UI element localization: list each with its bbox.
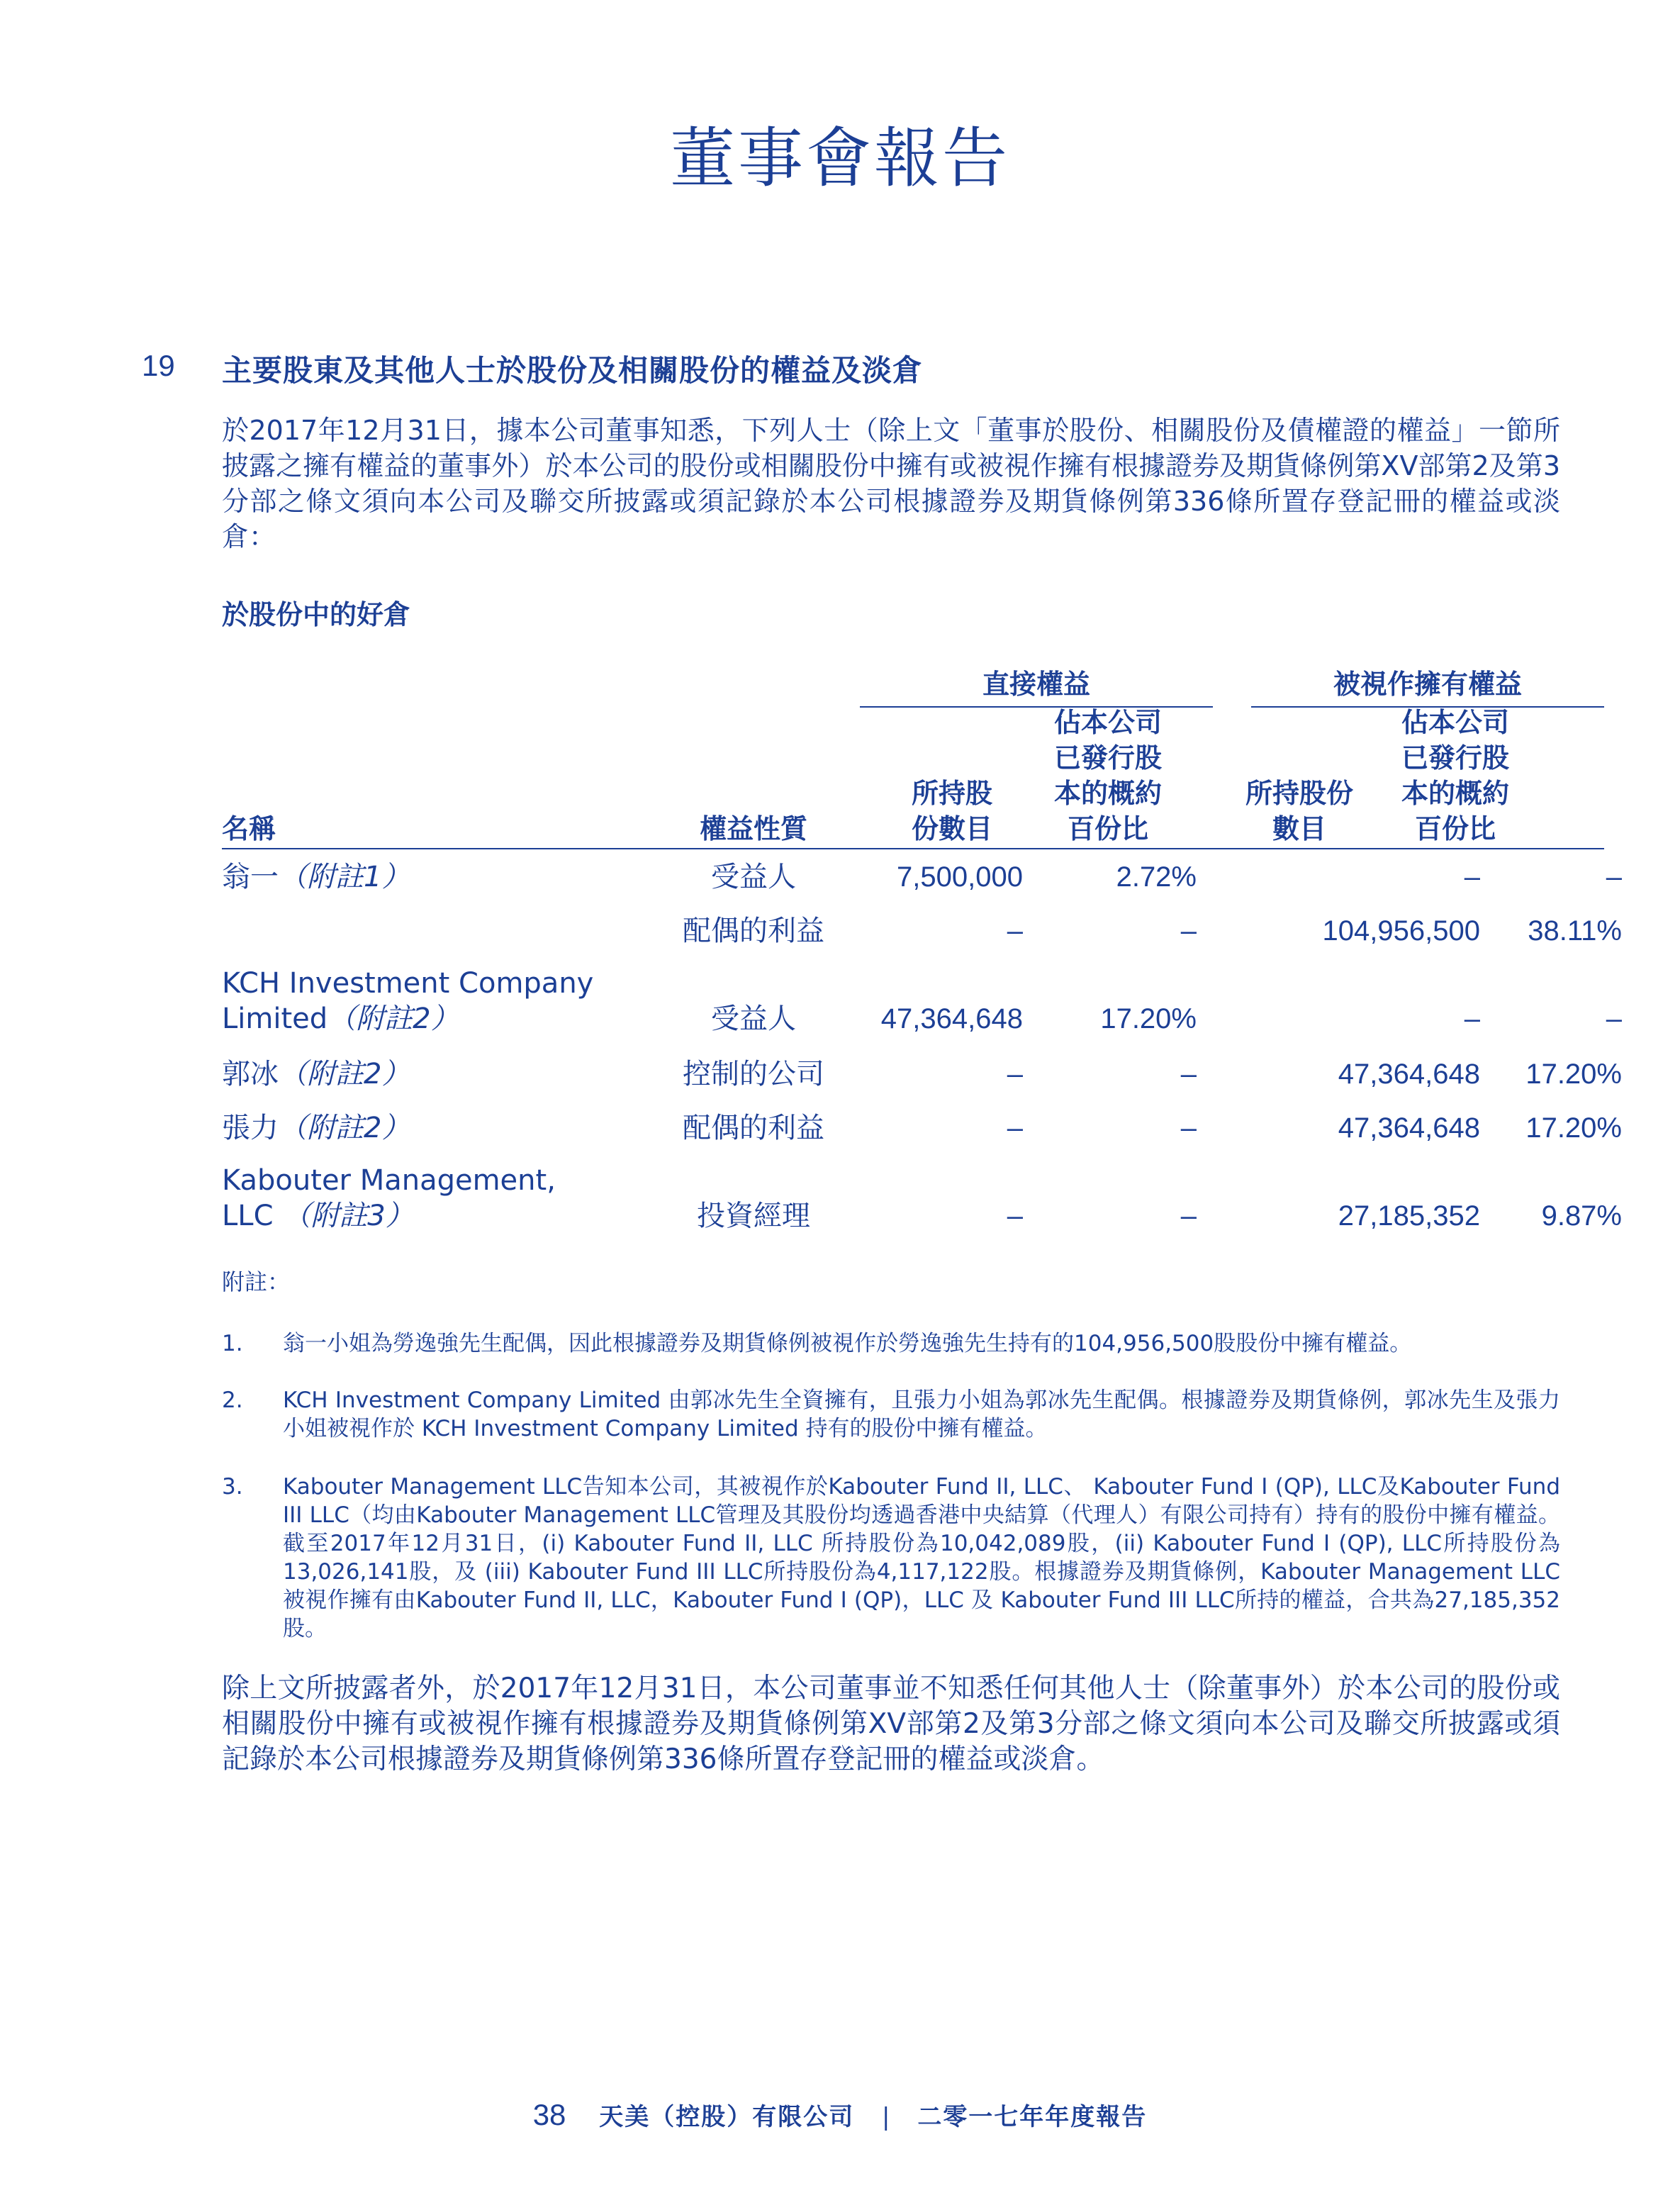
note-text: 翁一小姐為勞逸強先生配偶，因此根據證券及期貨條例被視作於勞逸強先生持有的104,956,500股股份中擁有權益。 (283, 1331, 1412, 1356)
section-heading: 主要股東及其他人士於股份及相關股份的權益及淡倉 (222, 353, 924, 388)
notes-label: 附註： (222, 1268, 291, 1295)
header-direct-pct: 佔本公司 已發行股 本的概約 百份比 (1053, 707, 1162, 844)
row-capacity: 投資經理 (697, 1200, 810, 1232)
row-direct-pct: – (1180, 1059, 1197, 1090)
row-deemed-pct: 17.20% (1525, 1112, 1622, 1144)
company-name: 天美（控股）有限公司 (599, 2103, 855, 2131)
row-direct-shares: – (1007, 1112, 1023, 1144)
row-deemed-shares: 104,956,500 (1322, 915, 1480, 947)
row-name: 翁一（附註1） (222, 861, 410, 893)
header-deemed-pct: 佔本公司 已發行股 本的概約 百份比 (1401, 707, 1509, 844)
group-header-direct: 直接權益 (860, 666, 1213, 708)
row-deemed-pct: 17.20% (1525, 1059, 1622, 1090)
closing-paragraph: 除上文所披露者外，於2017年12月31日，本公司董事並不知悉任何其他人士（除董事外）於本公司的股份或相關股份中擁有或被視作擁有根據證券及期貨條例第XV部第2及第3分部之條文須向本公司及聯交所披露或須記錄於本公司根據證券及期貨條例第336條所置存登記冊的權益或淡倉。 (222, 1673, 1560, 1775)
footer-separator: | (882, 2103, 890, 2131)
shareholding-table (222, 666, 1622, 1248)
row-capacity: 配偶的利益 (683, 1112, 824, 1144)
row-capacity: 受益人 (711, 1003, 796, 1035)
report-name: 二零一七年年度報告 (917, 2103, 1148, 2131)
header-capacity: 權益性質 (699, 813, 807, 844)
row-name: 郭冰（附註2） (222, 1058, 410, 1090)
row-name: 張力（附註2） (222, 1112, 410, 1144)
page-footer (0, 2097, 1680, 2132)
row-deemed-shares: 27,185,352 (1338, 1200, 1480, 1232)
row-capacity: 受益人 (711, 861, 796, 893)
row-direct-pct: 2.72% (1116, 861, 1197, 893)
row-direct-shares: 7,500,000 (897, 861, 1023, 893)
row-deemed-shares: – (1464, 1003, 1480, 1034)
note-text: Kabouter Management LLC告知本公司，其被視作於Kabouter Fund II, LLC、 Kabouter Fund I (QP), LLC及Kabouter Fund III LLC（均由Kabouter Management LLC管理及其股份均透過香港中央結算（代理人）有限公司持有）持有的股份中擁有權益。截至2017年12月31日，(i) Kabouter Fund II, LLC 所持股份為10,042,089股，(ii) Kabouter Fund I (QP), LLC所持股份為13,026,141股，及 (iii) Kabouter Fund III LLC所持股份為4,117,122股。根據證券及期貨條例，Kabouter Management LLC被視作擁有由Kabouter Fund II, LLC，Kabouter Fund I (QP)，LLC 及 Kabouter Fund III LLC所持的權益，合共為27,185,352股。 (283, 1474, 1560, 1641)
row-deemed-pct: – (1606, 861, 1622, 893)
header-rule (222, 848, 1604, 849)
row-deemed-shares: 47,364,648 (1338, 1112, 1480, 1144)
row-deemed-pct: 38.11% (1528, 915, 1622, 947)
header-name: 名稱 (222, 813, 276, 844)
header-deemed-shares: 所持股份 數目 (1245, 778, 1353, 844)
row-deemed-pct: 9.87% (1541, 1200, 1622, 1232)
subheading: 於股份中的好倉 (222, 599, 411, 630)
page-title: 董事會報告 (669, 121, 1010, 196)
row-deemed-shares: 47,364,648 (1338, 1059, 1480, 1090)
note-number: 1. (222, 1331, 243, 1356)
row-direct-pct: – (1180, 915, 1197, 947)
note-text: KCH Investment Company Limited 由郭冰先生全資擁有，且張力小姐為郭冰先生配偶。根據證券及期貨條例，郭冰先生及張力小姐被視作於 KCH Investment Company Limited 持有的股份中擁有權益。 (283, 1388, 1560, 1441)
row-capacity: 控制的公司 (683, 1058, 824, 1090)
row-name: Kabouter Management, LLC （附註3） (222, 1164, 556, 1232)
row-direct-pct: – (1180, 1112, 1197, 1144)
row-capacity: 配偶的利益 (683, 915, 824, 947)
row-direct-shares: – (1007, 1200, 1023, 1232)
row-name: KCH Investment Company Limited（附註2） (222, 967, 594, 1035)
group-header-deemed: 被視作擁有權益 (1251, 666, 1604, 708)
row-direct-shares: – (1007, 915, 1023, 947)
intro-paragraph: 於2017年12月31日，據本公司董事知悉，下列人士（除上文「董事於股份、相關股份及債權證的權益」一節所披露之擁有權益的董事外）於本公司的股份或相關股份中擁有或被視作擁有根據證券及期貨條例第XV部第2及第3分部之條文須向本公司及聯交所披露或須記錄於本公司根據證券及期貨條例第336條所置存登記冊的權益或淡倉： (222, 415, 1560, 552)
note-number: 2. (222, 1388, 243, 1413)
section-number: 19 (142, 349, 175, 382)
page-number: 38 (532, 2098, 566, 2131)
row-direct-shares: – (1007, 1059, 1023, 1090)
row-deemed-shares: – (1464, 861, 1480, 893)
row-direct-pct: 17.20% (1100, 1003, 1197, 1034)
row-deemed-pct: – (1606, 1003, 1622, 1034)
note-number: 3. (222, 1474, 243, 1500)
row-direct-shares: 47,364,648 (880, 1003, 1023, 1034)
header-direct-shares: 所持股 份數目 (911, 778, 992, 844)
row-direct-pct: – (1180, 1200, 1197, 1232)
